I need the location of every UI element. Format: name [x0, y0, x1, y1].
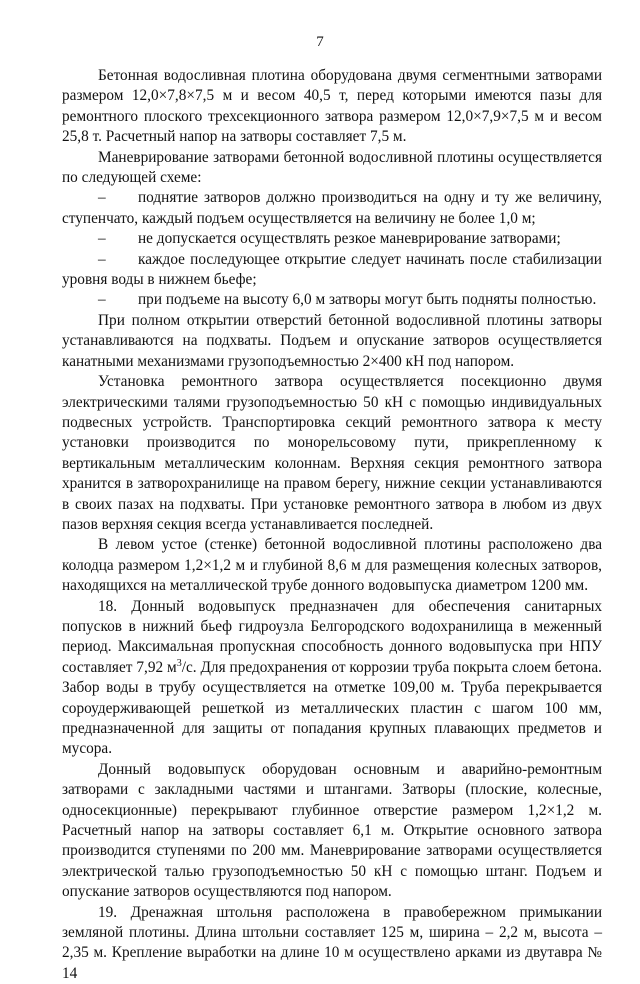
page-number: 7 [316, 34, 324, 50]
list-item [62, 290, 602, 310]
paragraph-outlet-gates: Донный водовыпуск оборудован основным и аварийно-ремонтным затворами с закладными частями и штангами. Затворы (плоские, колесные, односекционные) перекрывают глубинное отверстие размером 1,2×1,2 м. Расчетный напор на затворы составляет 6,1 м. Открытие основного затвора производится ступенями по 200 мм. Маневрирование затворами осуществляется электрической талью грузоподъемностью 50 кН с помощью штанг. Подъем и опускание затворов осуществляются под напором. [62, 760, 602, 901]
paragraph-full-opening: При полном открытии отверстий бетонной водосливной плотины затворы устанавливаются на подхваты. Подъем и опускание затворов осуществляется канатными механизмами грузоподъемностью 2×400 кН под напором. [62, 311, 602, 370]
list-dash: – [98, 230, 106, 248]
document-body [62, 66, 602, 984]
paragraph-repair-gate: Установка ремонтного затвора осуществляется посекционно двумя электрическими талями грузоподъемностью 50 кН с помощью индивидуальных подвесных устройств. Транспортировка секций ремонтного затвора к месту установки производится по монорельсовому пути, прикрепленному к вертикальным металлическим колоннам. Верхняя секция ремонтного затвора хранится в затворохранилище на правом берегу, нижние секции устанавливаются в своих пазах на подхваты. При установке ремонтного затвора в любом из двух пазов верхняя секция всегда устанавливается последней. [62, 373, 602, 533]
list-dash: – [98, 291, 106, 309]
superscript-3: 3 [176, 657, 182, 669]
paragraph-18-text-end: /с. Для предохранения от коррозии труба покрыта слоем бетона. Забор воды в трубу осуществляется на отметке 109,00 м. Труба перекрывается сороудерживающей решеткой из металлических пластин с шагом 100 мм, предназначенной для защиты от попадания крупных плавающих предметов и мусора. [62, 658, 602, 758]
list-item [62, 229, 602, 249]
paragraph-left-abutment: В левом устое (стенке) бетонной водосливной плотины расположено два колодца размером 1,2×1,2 м и глубиной 8,6 м для размещения колесных затворов, находящихся на металлической трубе донного водовыпуска диаметром 1200 мм. [62, 536, 602, 595]
paragraph-maneuvering-intro: Маневрирование затворами бетонной водосливной плотины осуществляется по следующей схеме: [62, 148, 602, 187]
list-item [62, 250, 602, 291]
paragraph-18-text-start: 18. Донный водовыпуск предназначен для обеспечения санитарных попусков в нижний бьеф гидроузла Белгородского водохранилища в меженный период. Максимальная пропускная способность донного водовыпуска при НПУ составляет 7,92 м [62, 597, 602, 676]
list-item-text: каждое последующее открытие следует начинать после стабилизации уровня воды в нижнем бьефе; [62, 250, 602, 289]
list-item-text: не допускается осуществлять резкое маневрирование затворами; [138, 230, 561, 248]
list-dash: – [98, 189, 106, 207]
paragraph-dam-gates: Бетонная водосливная плотина оборудована двумя сегментными затворами размером 12,0×7,8×7,5 м и весом 40,5 т, перед которыми имеются пазы для ремонтного плоского трехсекционного затвора размером 12,0×7,9×7,5 м и весом 25,8 т. Расчетный напор на затворы составляет 7,5 м. [62, 67, 602, 146]
list-dash: – [98, 250, 106, 268]
list-item-text: при подъеме на высоту 6,0 м затворы могут быть подняты полностью. [138, 291, 597, 309]
list-item-text: поднятие затворов должно производиться на одну и ту же величину, ступенчато, каждый подъем осуществляется на величину не более 1,0 м; [62, 189, 602, 227]
paragraph-19-drainage-adit: 19. Дренажная штольня расположена в правобережном примыкании земляной плотины. Длина штольни составляет 125 м, ширина – 2,2 м, высота – 2,35 м. Крепление выработки на длине 10 м осуществлено арками из двутавра № 14 [62, 903, 602, 982]
list-item [62, 188, 602, 229]
paragraph-18-bottom-outlet [62, 597, 602, 760]
